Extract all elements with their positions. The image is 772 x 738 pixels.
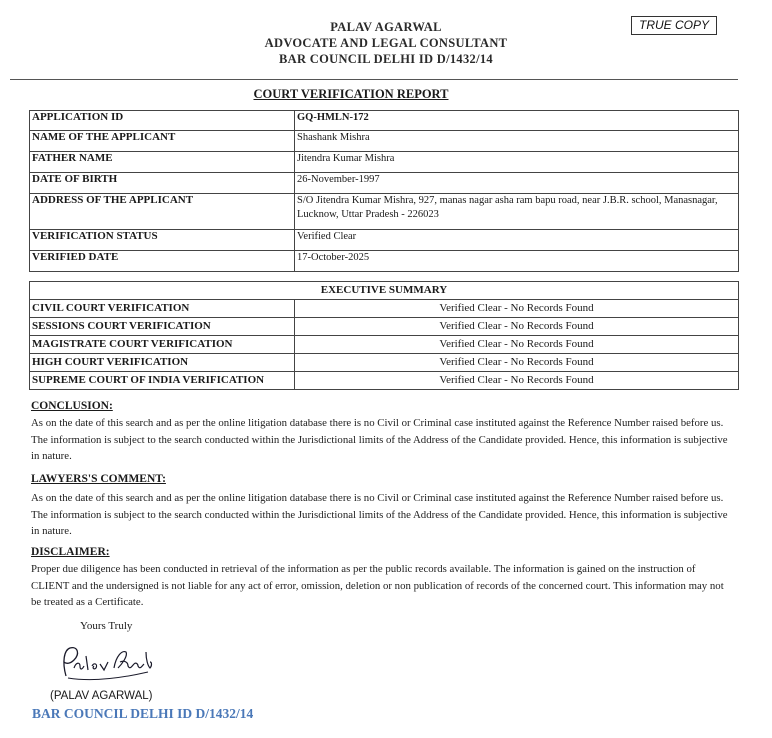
info-row xyxy=(30,194,739,230)
applicant-info-table xyxy=(29,110,739,272)
summary-value: Verified Clear - No Records Found xyxy=(295,318,739,336)
summary-label: SUPREME COURT OF INDIA VERIFICATION xyxy=(30,372,295,390)
summary-label: MAGISTRATE COURT VERIFICATION xyxy=(30,336,295,354)
summary-row xyxy=(30,354,739,372)
summary-heading: EXECUTIVE SUMMARY xyxy=(30,282,739,300)
info-row xyxy=(30,173,739,194)
executive-summary-table xyxy=(29,281,739,390)
info-label: FATHER NAME xyxy=(30,152,295,173)
info-label: VERIFIED DATE xyxy=(30,251,295,272)
info-row xyxy=(30,251,739,272)
signatory-bar-id: BAR COUNCIL DELHI ID D/1432/14 xyxy=(32,706,254,721)
info-label: APPLICATION ID xyxy=(30,111,295,131)
conclusion-heading: CONCLUSION: xyxy=(31,400,113,412)
info-row xyxy=(30,230,739,251)
summary-value: Verified Clear - No Records Found xyxy=(295,354,739,372)
info-value: 26-November-1997 xyxy=(295,173,739,194)
disclaimer-text: Proper due diligence has been conducted in retrieval of the information as per the public records available. The information is gained on the instruction of CLIENT and the undersigned is not liable for any act of error, omission, deletion or non publication of records of the concerned court. This information may not be treated as a Certificate. xyxy=(31,563,724,608)
summary-heading-row xyxy=(30,282,739,300)
summary-label: SESSIONS COURT VERIFICATION xyxy=(30,318,295,336)
advocate-designation: ADVOCATE AND LEGAL CONSULTANT xyxy=(264,36,508,50)
summary-row xyxy=(30,336,739,354)
disclaimer-heading: DISCLAIMER: xyxy=(31,546,110,558)
info-value: Shashank Mishra xyxy=(295,131,739,152)
lawyers-comment-heading: LAWYERS'S COMMENT: xyxy=(31,473,166,485)
true-copy-stamp: TRUE COPY xyxy=(631,16,717,35)
summary-label: CIVIL COURT VERIFICATION xyxy=(30,300,295,318)
info-row xyxy=(30,152,739,173)
info-value: GQ-HMLN-172 xyxy=(295,111,739,131)
info-label: ADDRESS OF THE APPLICANT xyxy=(30,194,295,230)
info-value: S/O Jitendra Kumar Mishra, 927, manas nagar asha ram bapu road, near J.B.R. school, Manasnagar, Lucknow, Uttar Pradesh - 226023 xyxy=(295,194,739,230)
advocate-name: PALAV AGARWAL xyxy=(330,20,442,34)
summary-value: Verified Clear - No Records Found xyxy=(295,300,739,318)
signature-image xyxy=(52,638,162,686)
summary-row xyxy=(30,372,739,390)
summary-row xyxy=(30,300,739,318)
info-label: NAME OF THE APPLICANT xyxy=(30,131,295,152)
info-value: Jitendra Kumar Mishra xyxy=(295,152,739,173)
signatory-name: (PALAV AGARWAL) xyxy=(50,690,153,702)
header-divider xyxy=(10,79,738,80)
closing-salutation: Yours Truly xyxy=(80,620,133,632)
info-row xyxy=(30,131,739,152)
report-title: COURT VERIFICATION REPORT xyxy=(253,87,449,101)
info-value: Verified Clear xyxy=(295,230,739,251)
info-row xyxy=(30,111,739,131)
info-value: 17-October-2025 xyxy=(295,251,739,272)
info-label: VERIFICATION STATUS xyxy=(30,230,295,251)
info-label: DATE OF BIRTH xyxy=(30,173,295,194)
lawyers-comment-text: As on the date of this search and as per the online litigation database there is no Civil or Criminal case instituted against the Reference Number raised before us. The information is subject to the search conducted within the Jurisdictional limits of the Address of the Candidate provided. Hence, this information is subjective in nature. xyxy=(31,492,728,537)
summary-value: Verified Clear - No Records Found xyxy=(295,336,739,354)
conclusion-text: As on the date of this search and as per the online litigation database there is no Civil or Criminal case instituted against the Reference Number raised before us. The information is subject to the search conducted within the Jurisdictional limits of the Address of the Candidate provided. Hence, this information is subjective in nature. xyxy=(31,417,728,462)
summary-label: HIGH COURT VERIFICATION xyxy=(30,354,295,372)
summary-value: Verified Clear - No Records Found xyxy=(295,372,739,390)
advocate-bar-id: BAR COUNCIL DELHI ID D/1432/14 xyxy=(279,52,493,66)
summary-row xyxy=(30,318,739,336)
